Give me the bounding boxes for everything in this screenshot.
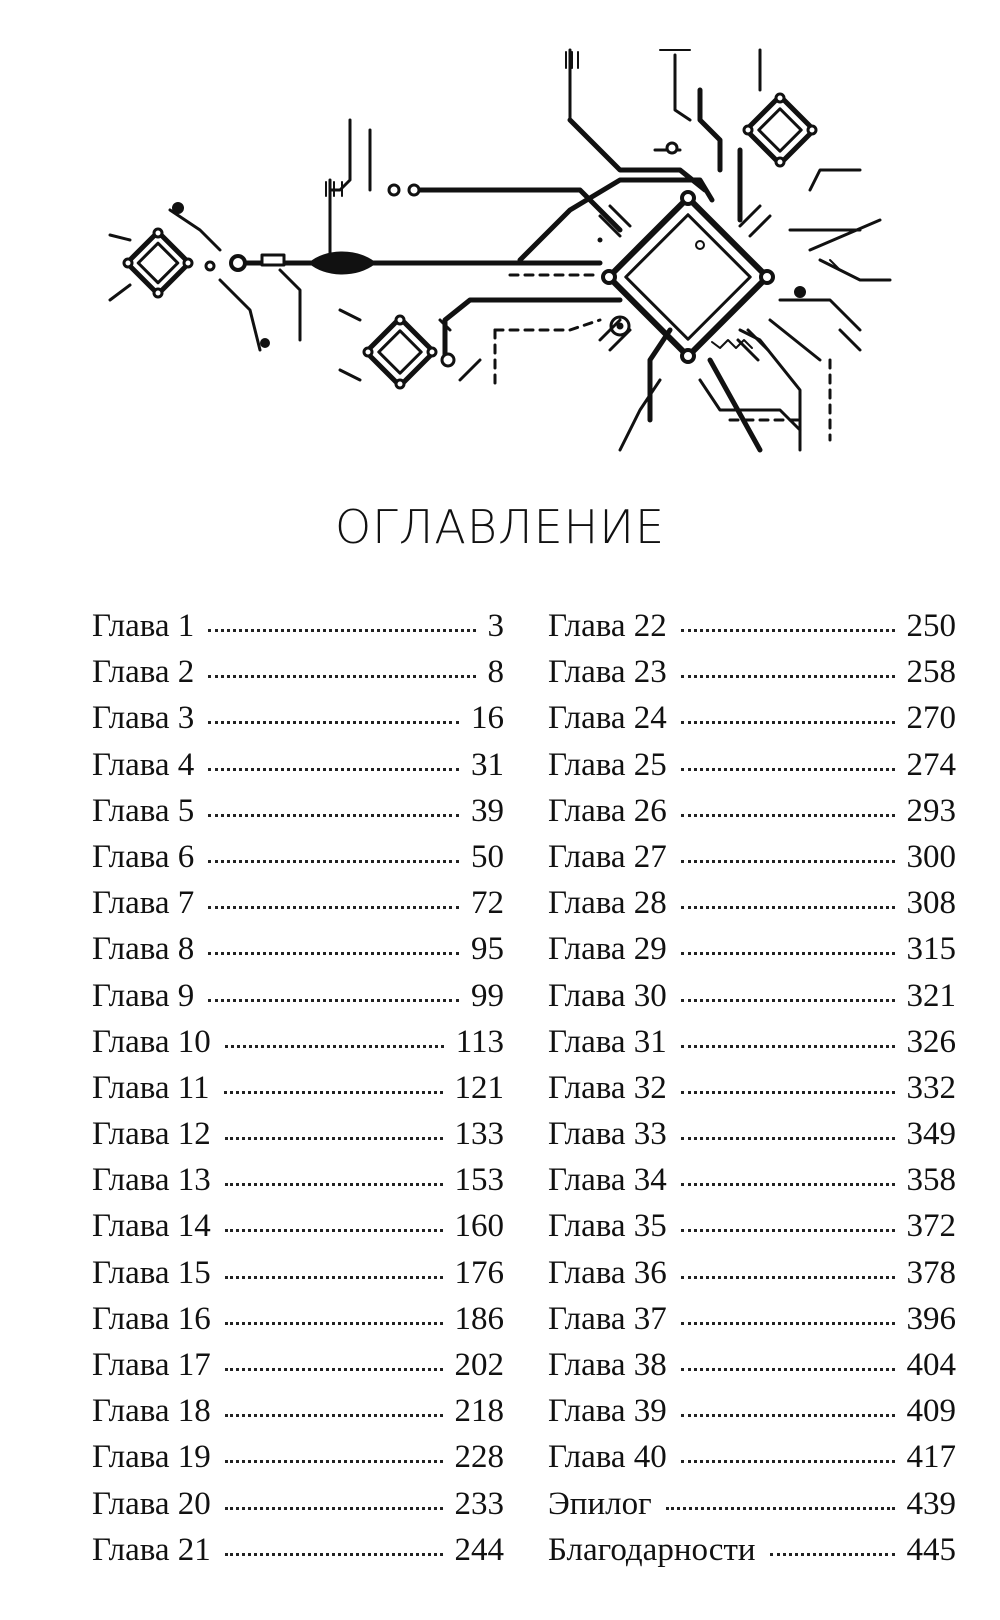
toc-entry-page: 121 xyxy=(454,1069,504,1106)
dot-leader xyxy=(770,1553,895,1556)
dot-leader xyxy=(681,675,895,678)
toc-entry-label: Глава 28 xyxy=(548,885,667,922)
toc-entry xyxy=(548,695,956,741)
toc-entry-label: Глава 29 xyxy=(548,931,667,968)
dot-leader xyxy=(208,629,475,632)
dot-leader xyxy=(225,1045,444,1048)
dot-leader xyxy=(208,814,459,817)
dot-leader xyxy=(224,1091,443,1094)
toc-entry-page: 300 xyxy=(906,838,956,875)
toc-entry-page: 404 xyxy=(906,1347,956,1383)
toc-entry-label: Глава 31 xyxy=(548,1023,667,1060)
toc-entry-page: 250 xyxy=(906,608,956,644)
toc-entry-label: Глава 13 xyxy=(92,1162,211,1199)
toc-entry-page: 50 xyxy=(471,838,504,875)
toc-entry-page: 95 xyxy=(471,931,504,968)
toc-entry-label: Глава 17 xyxy=(92,1347,211,1383)
dot-leader xyxy=(208,860,459,863)
dot-leader xyxy=(225,1460,443,1463)
toc-entry-page: 202 xyxy=(454,1347,504,1383)
dot-leader xyxy=(681,1460,895,1463)
toc-entry-page: 358 xyxy=(906,1162,956,1199)
toc-entry-label: Глава 12 xyxy=(92,1116,211,1153)
toc-entry-page: 133 xyxy=(454,1116,504,1153)
toc-entry-label: Глава 15 xyxy=(92,1254,211,1291)
toc-entry-page: 186 xyxy=(454,1300,504,1337)
toc-entry-page: 372 xyxy=(906,1208,956,1245)
dot-leader xyxy=(225,1229,443,1232)
toc-entry-page: 326 xyxy=(906,1023,956,1060)
toc-entry-label: Глава 16 xyxy=(92,1300,211,1337)
dot-leader xyxy=(208,999,459,1002)
toc-entry xyxy=(92,1019,504,1065)
dot-leader xyxy=(681,1276,895,1279)
toc-entry xyxy=(548,926,956,972)
toc-entry-page: 274 xyxy=(906,746,956,783)
toc-entry-page: 3 xyxy=(487,608,504,644)
toc-entry-label: Глава 7 xyxy=(92,885,195,922)
dot-leader xyxy=(681,1368,895,1371)
dot-leader xyxy=(681,1183,895,1186)
toc-entry-page: 270 xyxy=(906,700,956,737)
toc-entry-label: Глава 39 xyxy=(548,1393,667,1430)
toc-entry-page: 176 xyxy=(454,1254,504,1291)
toc-entry-page: 308 xyxy=(906,885,956,922)
toc-entry xyxy=(92,1342,504,1388)
dot-leader xyxy=(208,906,459,909)
dot-leader xyxy=(208,675,475,678)
dot-leader xyxy=(681,952,895,955)
toc-entry-page: 439 xyxy=(906,1485,956,1522)
toc-entry xyxy=(548,1434,956,1480)
dot-leader xyxy=(681,906,895,909)
toc-entry-label: Глава 32 xyxy=(548,1069,667,1106)
toc-entry-page: 244 xyxy=(454,1531,504,1568)
toc-entry-label: Глава 9 xyxy=(92,977,195,1014)
dot-leader xyxy=(681,1229,895,1232)
toc-entry-label: Глава 4 xyxy=(92,746,195,783)
toc-entry-label: Глава 18 xyxy=(92,1393,211,1430)
toc-entry-page: 228 xyxy=(454,1439,504,1476)
toc-entry xyxy=(548,649,956,695)
dot-leader xyxy=(225,1183,443,1186)
toc-entry-label: Глава 11 xyxy=(92,1069,210,1106)
toc-entry xyxy=(548,1296,956,1342)
toc-entry-page: 218 xyxy=(454,1393,504,1430)
dot-leader xyxy=(666,1507,895,1510)
dot-leader xyxy=(208,952,459,955)
toc-entry-label: Глава 22 xyxy=(548,608,667,644)
toc-entry xyxy=(92,973,504,1019)
dot-leader xyxy=(208,721,459,724)
toc-entry-page: 113 xyxy=(455,1023,504,1060)
toc-column-right xyxy=(548,603,956,1573)
toc-entry-label: Глава 33 xyxy=(548,1116,667,1153)
toc-entry-page: 233 xyxy=(454,1485,504,1522)
toc-entry xyxy=(548,880,956,926)
toc-entry xyxy=(92,834,504,880)
toc-entry xyxy=(92,649,504,695)
toc-entry xyxy=(92,880,504,926)
toc-entry xyxy=(92,788,504,834)
toc-entry xyxy=(548,1203,956,1249)
toc-entry xyxy=(548,1481,956,1527)
toc-entry xyxy=(92,603,504,649)
dot-leader xyxy=(681,1045,895,1048)
toc-entry-label: Глава 3 xyxy=(92,700,195,737)
toc-entry xyxy=(92,1434,504,1480)
toc-entry-page: 16 xyxy=(471,700,504,737)
toc-entry xyxy=(548,973,956,1019)
toc-entry-label: Глава 26 xyxy=(548,792,667,829)
toc-entry xyxy=(92,1481,504,1527)
toc-entry-page: 332 xyxy=(906,1069,956,1106)
toc-entry-label: Глава 25 xyxy=(548,746,667,783)
toc-entry-page: 99 xyxy=(471,977,504,1014)
toc-entry xyxy=(548,788,956,834)
toc-entry-page: 31 xyxy=(471,746,504,783)
toc-entry-label: Благодарности xyxy=(548,1531,756,1568)
toc-entry xyxy=(548,1065,956,1111)
toc-entry-label: Глава 21 xyxy=(92,1531,211,1568)
toc-entry-label: Глава 6 xyxy=(92,838,195,875)
toc-entry-page: 409 xyxy=(906,1393,956,1430)
dot-leader xyxy=(681,629,895,632)
toc-entry xyxy=(548,1111,956,1157)
toc-entry-label: Глава 24 xyxy=(548,700,667,737)
dot-leader xyxy=(225,1137,443,1140)
toc-entry xyxy=(92,1388,504,1434)
toc-entry-page: 417 xyxy=(906,1439,956,1476)
toc-entry-label: Глава 30 xyxy=(548,977,667,1014)
toc-entry-label: Глава 5 xyxy=(92,792,195,829)
toc-entry-label: Глава 34 xyxy=(548,1162,667,1199)
toc-entry-label: Глава 19 xyxy=(92,1439,211,1476)
toc-entry-page: 396 xyxy=(906,1300,956,1337)
toc-entry xyxy=(92,742,504,788)
toc-entry xyxy=(92,695,504,741)
toc-entry-label: Глава 2 xyxy=(92,654,195,691)
circuit-board-chip-icon xyxy=(100,30,940,470)
toc-entry xyxy=(92,1250,504,1296)
toc-entry xyxy=(92,1527,504,1573)
toc-entry-label: Глава 40 xyxy=(548,1439,667,1476)
toc-entry xyxy=(92,1111,504,1157)
toc-entry xyxy=(92,1203,504,1249)
dot-leader xyxy=(225,1322,443,1325)
toc-entry xyxy=(548,1527,956,1573)
toc-entry-page: 39 xyxy=(471,792,504,829)
dot-leader xyxy=(225,1414,443,1417)
dot-leader xyxy=(225,1553,443,1556)
toc-entry-label: Глава 1 xyxy=(92,608,195,644)
toc-entry-label: Глава 10 xyxy=(92,1023,211,1060)
toc-entry xyxy=(548,1157,956,1203)
toc-entry xyxy=(548,603,956,649)
toc-entry xyxy=(548,1019,956,1065)
dot-leader xyxy=(681,860,895,863)
dot-leader xyxy=(681,1414,895,1417)
toc-entry-page: 378 xyxy=(906,1254,956,1291)
toc-entry xyxy=(92,1065,504,1111)
toc-entry xyxy=(92,926,504,972)
dot-leader xyxy=(225,1276,443,1279)
toc-entry-page: 160 xyxy=(454,1208,504,1245)
toc-entry-label: Глава 14 xyxy=(92,1208,211,1245)
dot-leader xyxy=(225,1368,443,1371)
toc-column-left xyxy=(92,603,504,1573)
toc-entry-page: 445 xyxy=(906,1531,956,1568)
dot-leader xyxy=(681,999,895,1002)
toc-entry xyxy=(548,1250,956,1296)
dot-leader xyxy=(681,1091,895,1094)
toc-entry-page: 72 xyxy=(471,885,504,922)
toc-entry-page: 293 xyxy=(906,792,956,829)
toc-entry xyxy=(548,742,956,788)
toc-entry-page: 258 xyxy=(906,654,956,691)
toc-entry xyxy=(92,1296,504,1342)
toc-entry xyxy=(92,1157,504,1203)
dot-leader xyxy=(225,1507,443,1510)
page-title: ОГЛАВЛЕНИЕ xyxy=(334,500,666,554)
dot-leader xyxy=(681,768,895,771)
toc-entry-label: Глава 38 xyxy=(548,1347,667,1383)
toc-entry-page: 315 xyxy=(906,931,956,968)
dot-leader xyxy=(681,1137,895,1140)
toc-entry-label: Глава 27 xyxy=(548,838,667,875)
toc-entry-label: Глава 8 xyxy=(92,931,195,968)
toc-entry-page: 153 xyxy=(454,1162,504,1199)
toc-entry-label: Глава 20 xyxy=(92,1485,211,1522)
toc-entry xyxy=(548,1342,956,1388)
dot-leader xyxy=(208,768,459,771)
toc-entry-label: Глава 37 xyxy=(548,1300,667,1337)
toc-entry xyxy=(548,834,956,880)
toc-entry-label: Глава 23 xyxy=(548,654,667,691)
toc-entry-label: Глава 36 xyxy=(548,1254,667,1291)
toc-entry-page: 321 xyxy=(906,977,956,1014)
toc-entry xyxy=(548,1388,956,1434)
dot-leader xyxy=(681,721,895,724)
toc-entry-page: 349 xyxy=(906,1116,956,1153)
dot-leader xyxy=(681,1322,895,1325)
toc-entry-page: 8 xyxy=(487,654,504,691)
toc-entry-label: Глава 35 xyxy=(548,1208,667,1245)
toc-entry-label: Эпилог xyxy=(548,1485,652,1522)
dot-leader xyxy=(681,814,895,817)
